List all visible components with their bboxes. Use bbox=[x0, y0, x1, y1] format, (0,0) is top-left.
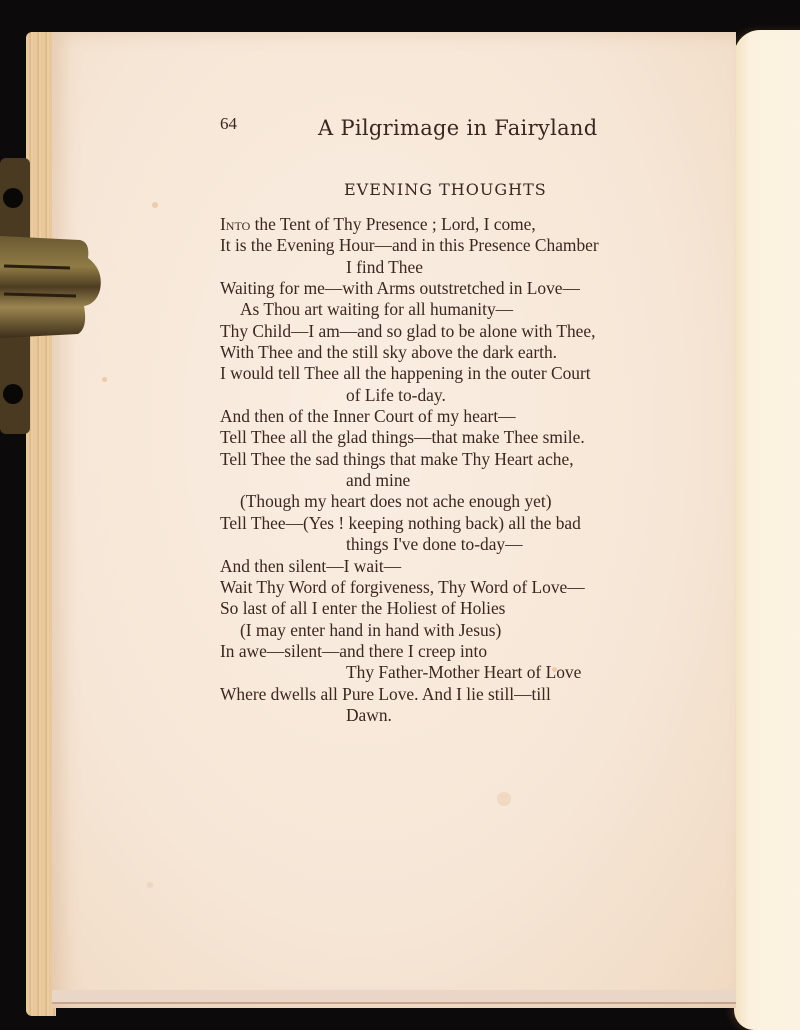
running-head: A Pilgrimage in Fairyland bbox=[318, 116, 598, 140]
poem-line: It is the Evening Hour—and in this Presence Chamber bbox=[220, 235, 599, 256]
poem-line: Tell Thee the sad things that make Thy Heart ache, bbox=[220, 448, 574, 469]
poem-line: things I've done to-day— bbox=[346, 534, 523, 555]
poem-line: Thy Child—I am—and so glad to be alone with Thee, bbox=[220, 320, 596, 341]
poem-body bbox=[220, 214, 690, 726]
poem-line: Dawn. bbox=[346, 704, 392, 725]
poem-line: And then of the Inner Court of my heart— bbox=[220, 406, 516, 427]
poem-title: EVENING THOUGHTS bbox=[344, 180, 547, 199]
poem-line: And then silent—I wait— bbox=[220, 555, 402, 576]
poem-line: I would tell Thee all the happening in the outer Court bbox=[220, 363, 591, 384]
poem-line: Into the Tent of Thy Presence ; Lord, I come, bbox=[220, 214, 536, 234]
poem-line: Wait Thy Word of forgiveness, Thy Word of Love— bbox=[220, 576, 585, 597]
poem-line: Thy Father-Mother Heart of Love bbox=[346, 662, 582, 683]
poem-line: I find Thee bbox=[346, 256, 423, 277]
poem-line: and mine bbox=[346, 470, 411, 491]
poem-line: So last of all I enter the Holiest of Holies bbox=[220, 598, 506, 619]
drop-word: Into bbox=[220, 214, 251, 234]
page-number: 64 bbox=[220, 114, 237, 133]
poem-line: With Thee and the still sky above the dark earth. bbox=[220, 342, 558, 363]
poem-line: of Life to-day. bbox=[346, 384, 446, 405]
poem-line: As Thou art waiting for all humanity— bbox=[240, 299, 514, 320]
poem-line: Where dwells all Pure Love. And I lie still—till bbox=[220, 683, 551, 704]
poem-line: Tell Thee—(Yes ! keeping nothing back) all the bad bbox=[220, 512, 581, 533]
poem-line: In awe—silent—and there I creep into bbox=[220, 640, 488, 661]
poem-line: (I may enter hand in hand with Jesus) bbox=[240, 619, 502, 640]
poem-line: (Though my heart does not ache enough yet) bbox=[240, 491, 552, 512]
poem-line: Tell Thee all the glad things—that make Thee smile. bbox=[220, 427, 585, 448]
poem-line: Waiting for me—with Arms outstretched in Love— bbox=[220, 278, 580, 299]
